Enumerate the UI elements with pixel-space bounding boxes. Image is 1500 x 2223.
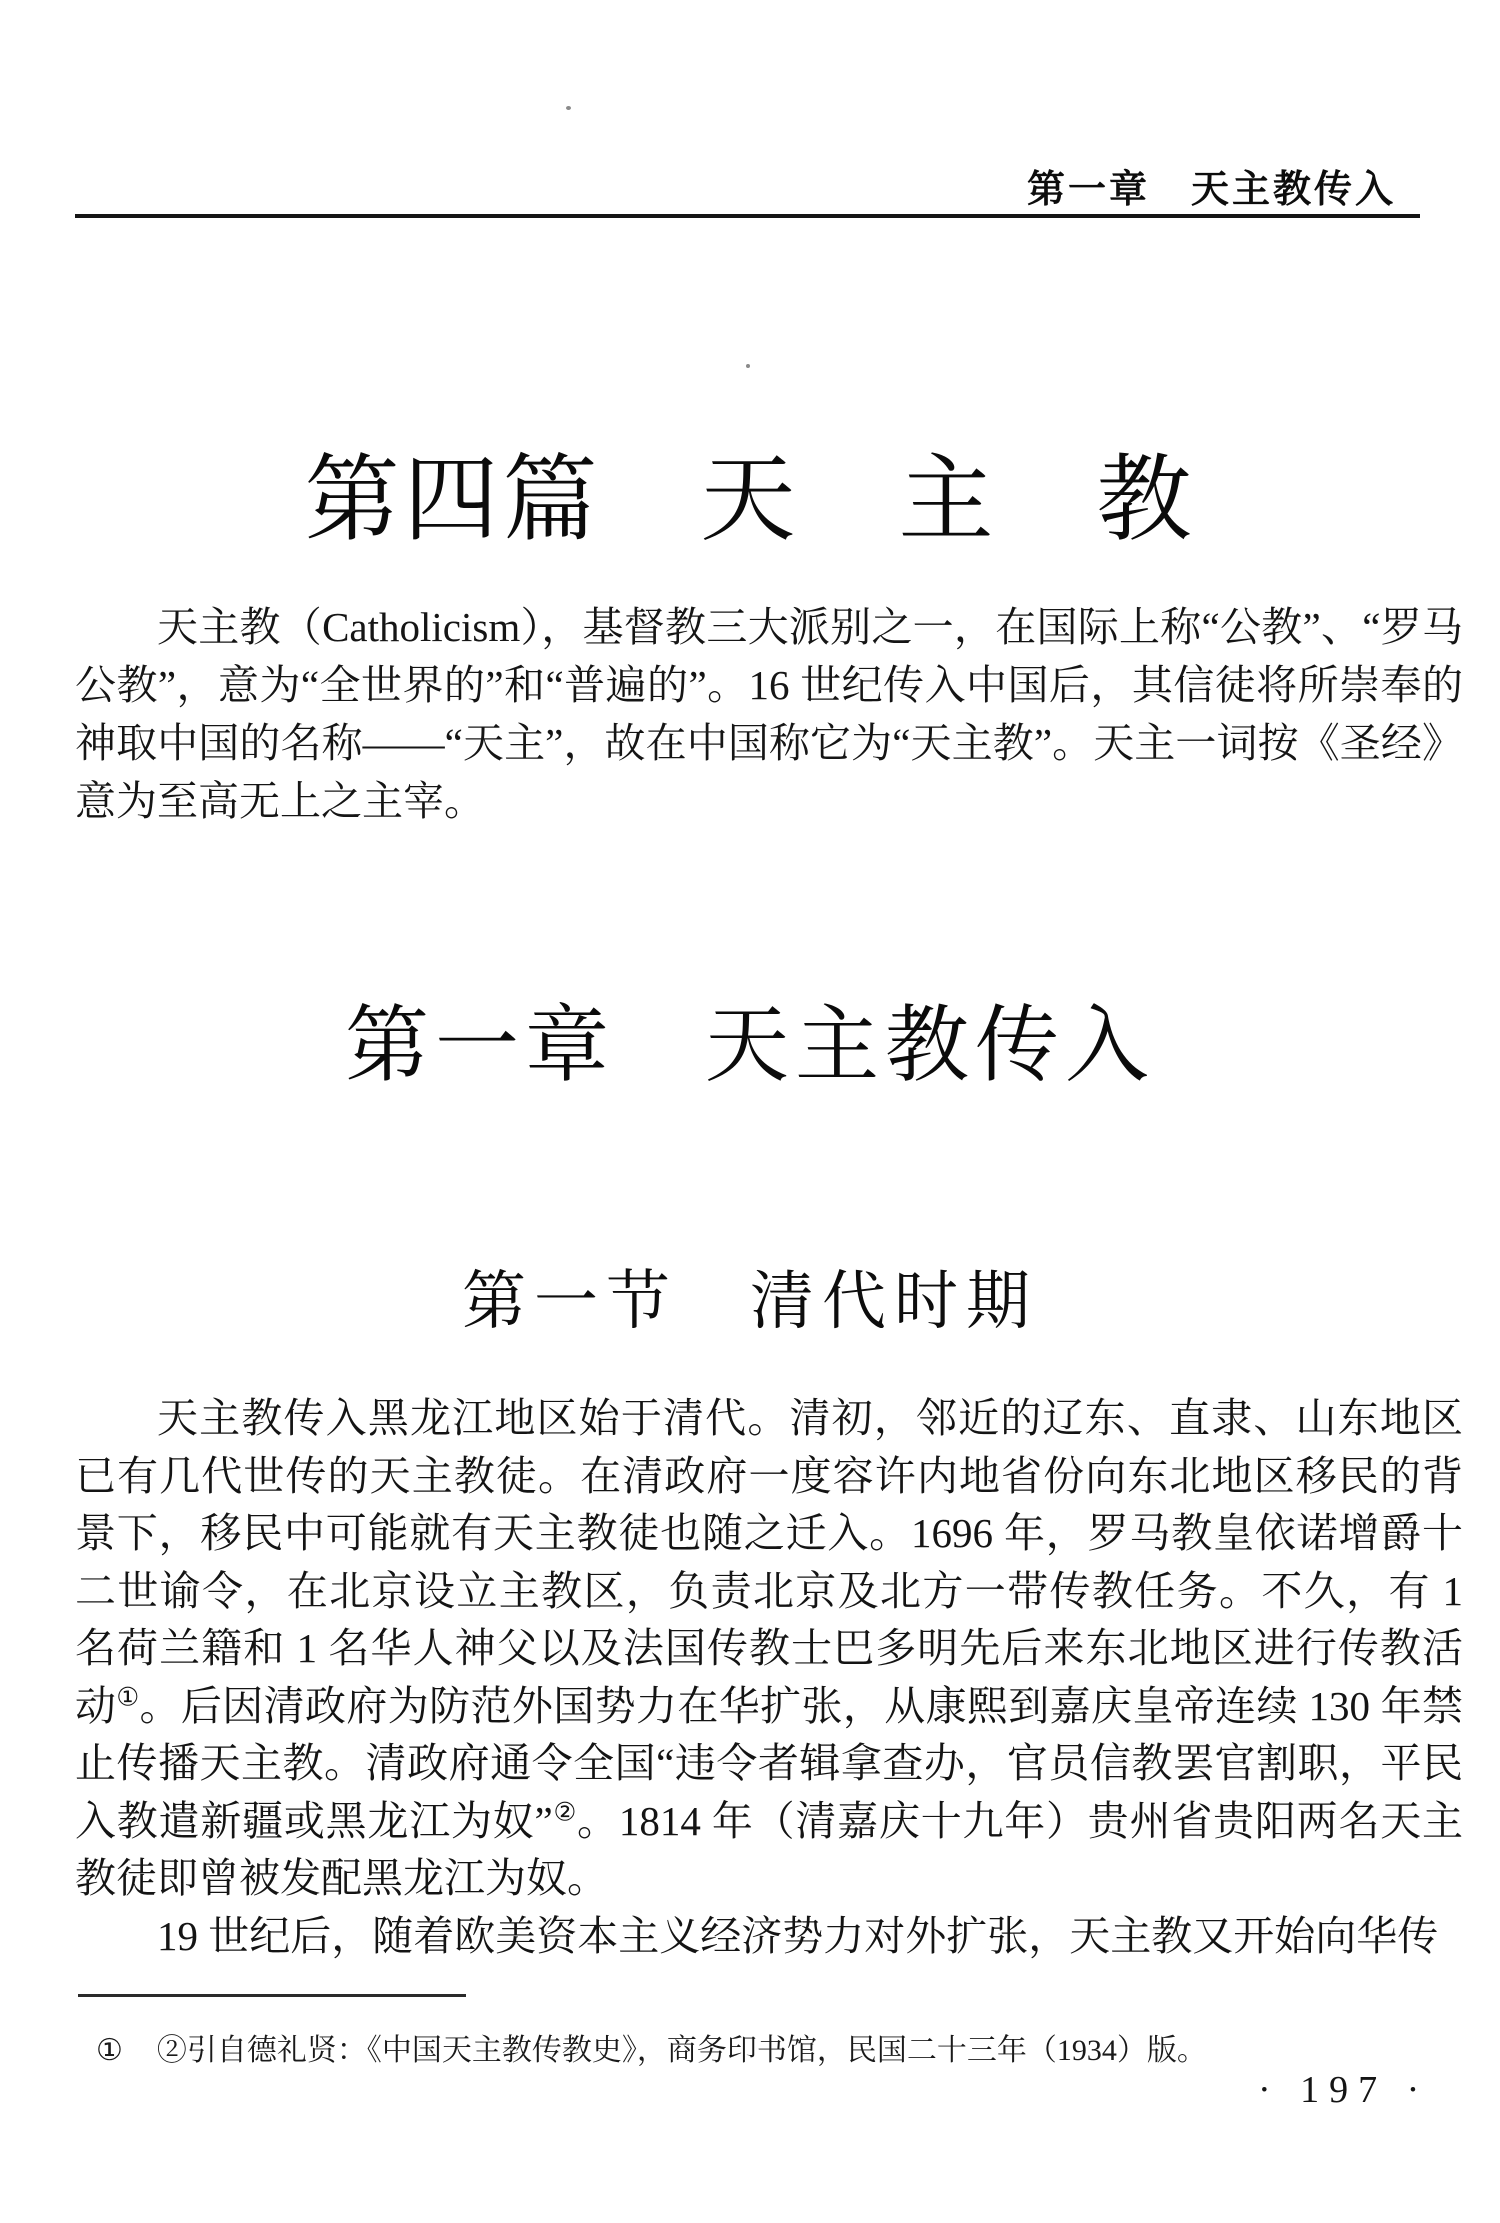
paragraph-qing-seg2: 。后因清政府为防范外国势力在华扩张，从康熙到嘉庆皇帝连续 130 年禁止传播天主教。清政府通令全国“违令者辑拿查办，官员信教罢官割职，平民入教遣新疆或黑龙江为奴” xyxy=(75,1682,1464,1844)
scan-speck xyxy=(746,364,750,368)
footnote-text: ②引自德礼贤：《中国天主教传教史》，商务印书馆，民国二十三年（1934）版。 xyxy=(156,2034,1207,2067)
paragraph-qing-seg3: 。1814 年（清嘉庆十九年）贵州省贵阳两名天主教徒即曾被发配黑龙江为奴。 xyxy=(75,1797,1463,1901)
footnote xyxy=(96,2030,1416,2072)
chapter-title: 第一章 天主教传入 xyxy=(344,1000,1155,1093)
paragraph-19th-century: 19 世纪后，随着欧美资本主义经济势力对外扩张，天主教又开始向华传 xyxy=(157,1912,1439,1959)
footnote-rule xyxy=(78,1994,466,1997)
footnote-ref-2: ② xyxy=(552,1797,578,1826)
running-header: 第一章 天主教传入 xyxy=(1026,169,1396,211)
paragraph-qing-era xyxy=(75,1390,1463,1908)
paragraph-qing-seg1: 天主教传入黑龙江地区始于清代。清初，邻近的辽东、直隶、山东地区已有几代世传的天主教徒。在清政府一度容许内地省份向东北地区移民的背景下，移民中可能就有天主教徒也随之迁入。1696 年，罗马教皇依诺增爵十二世谕令，在北京设立主教区，负责北京及北方一带传教任务。不久，有 1 名荷兰籍和 1 名华人神父以及法国传教士巴多明先后来东北地区进行传教活动 xyxy=(75,1395,1463,1729)
body-text xyxy=(75,1390,1463,1965)
scan-speck xyxy=(566,106,571,110)
part-title: 第四篇 天 主 教 xyxy=(304,447,1196,553)
page-number: · 197 · xyxy=(1258,2069,1430,2111)
footnote-marker: ① xyxy=(96,2034,123,2067)
header-rule xyxy=(75,214,1420,218)
intro-paragraph: 天主教（Catholicism），基督教三大派别之一，在国际上称“公教”、“罗马公教”，意为“全世界的”和“普遍的”。16 世纪传入中国后，其信徒将所崇奉的神取中国的名称——“天主”，故在中国称它为“天主教”。天主一词按《圣经》意为至高无上之主宰。 xyxy=(75,604,1463,824)
footnote-ref-1: ① xyxy=(116,1682,140,1711)
section-title: 第一节 清代时期 xyxy=(462,1266,1038,1337)
